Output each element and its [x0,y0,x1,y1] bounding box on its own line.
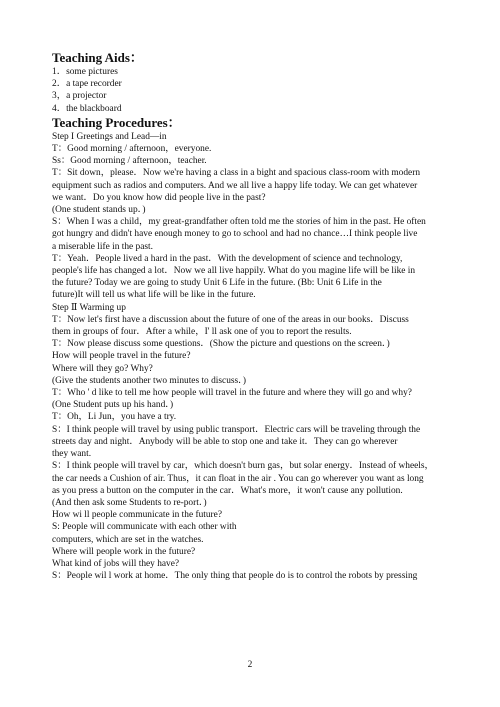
text-line: (Give the students another two minutes to discuss．) [52,375,246,386]
text-line: streets day and night．Anybody will be able to stop one and take it．They can go wherever [52,436,398,447]
text-line: T：Oh，Li Jun，you have a try. [52,412,177,423]
text-line: (One Student puts up his hand．) [52,400,174,411]
text-line: Ss：Good morning / afternoon，teacher. [52,156,207,167]
aid-item: 2．a tape recorder [52,79,122,90]
text-line: T：Now let's first have a discussion about the future of one of the areas in our books．Discuss [52,314,409,325]
text-line: the car needs a Cushion of air. Thus，it can float in the air . You can go wherever you want as long [52,473,424,484]
text-line: T：Who ' d like to tell me how people will travel in the future and where they will go and why? [52,388,412,399]
text-line: S：People wil l work at home．The only thing that people do is to control the robots by pressing [52,571,418,582]
text-line: we want．Do you know how did people live in the past? [52,192,266,203]
text-line: (And then ask some Students to re-port．) [52,497,207,508]
text-line: them in groups of four．After a while，I' ll ask one of you to report the results. [52,327,352,338]
text-line: people's life has changed a lot．Now we all live happily. What do you magine life will be like in [52,266,416,277]
teaching-aids-list [52,66,457,115]
text-line: as you press a button on the computer in the car．What's more，it won't cause any pollution. [52,485,403,496]
text-line: S：When I was a child，my great-grandfather often told me the stories of him in the past. He often [52,217,426,228]
text-line: got hungry and didn't have enough money to go to school and had no chance…I think people live [52,229,418,240]
page-content [52,50,457,582]
text-line: they want. [52,449,92,460]
text-line: What kind of jobs will they have? [52,558,180,569]
text-line: (One student stands up．) [52,205,146,216]
teaching-procedures-heading: Teaching Procedures： [52,114,181,130]
text-line: S：I think people will travel by using public transport．Electric cars will be traveling through the [52,424,421,435]
text-line: Where will people work in the future? [52,546,196,557]
procedure-body [52,131,457,583]
text-line: S: People will communicate with each other with [52,522,237,533]
text-line: equipment such as radios and computers. And we all live a happy life today. We can get whatever [52,180,418,191]
text-line: T：Yeah．People lived a hard in the past．With the development of science and technology, [52,253,403,264]
page-number: 2 [247,660,253,670]
aid-item: 3，a projector [52,91,107,102]
text-line: How wi ll people communicate in the future? [52,510,222,521]
text-line: Step I Greetings and Lead—in [52,131,167,142]
text-line: T：Sit down，please．Now we're having a class in a bight and spacious class-room with modern [52,168,421,179]
text-line: T：Now please discuss some questions．(Show the picture and questions on the screen．) [52,339,390,350]
text-line: the future? Today we are going to study Unit 6 Life in the future. (Bb: Unit 6 Life in the [52,278,382,289]
text-line: Where will they go? Why? [52,363,153,374]
text-line: T：Good morning / afternoon，everyone. [52,144,212,155]
text-line: Step Ⅱ Warming up [52,302,126,313]
text-line: S：I think people will travel by car，which doesn't burn gas，but solar energy．Instead of wheels， [52,461,434,472]
teaching-aids-heading: Teaching Aids： [52,50,143,65]
aid-item: 4．the blackboard [52,103,122,114]
aid-item: 1．some pictures [52,67,118,77]
text-line: future)It will tell us what life will be like in the future. [52,290,256,301]
text-line: computers, which are set in the watches. [52,534,204,545]
text-line: How will people travel in the future? [52,351,191,362]
text-line: a miserable life in the past. [52,241,154,252]
